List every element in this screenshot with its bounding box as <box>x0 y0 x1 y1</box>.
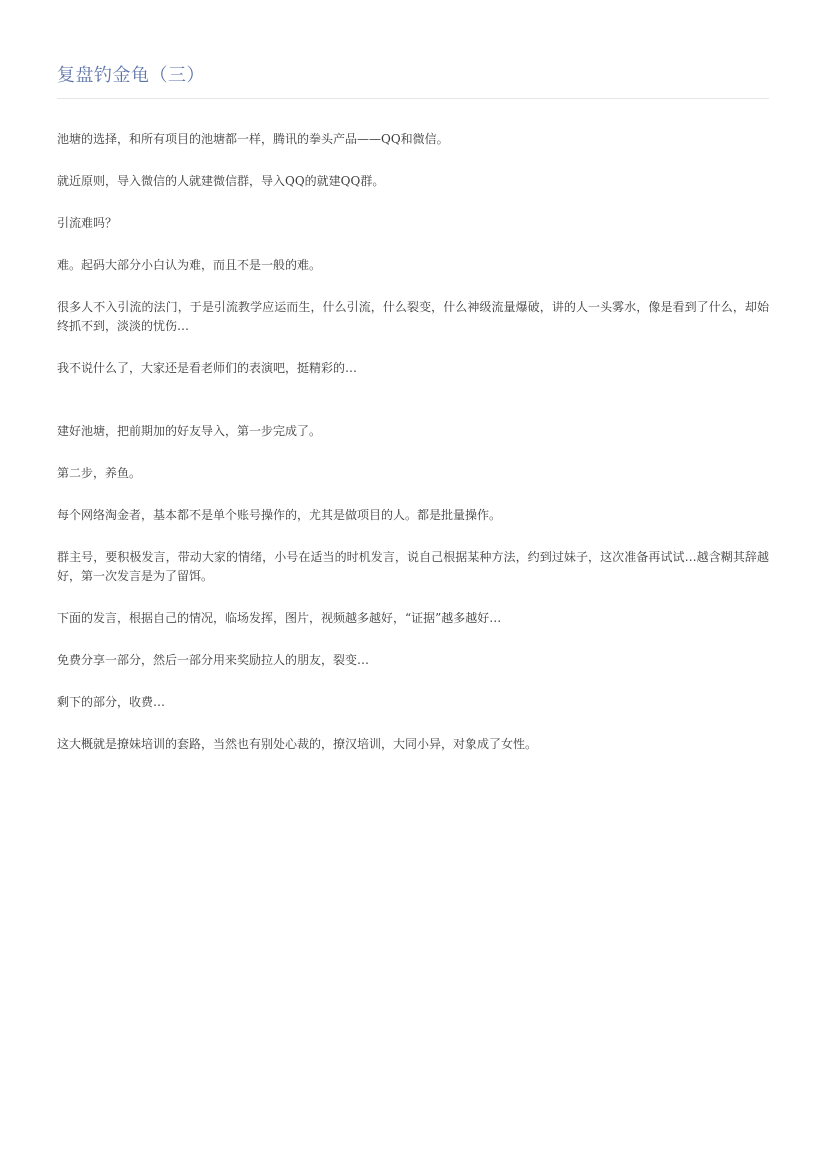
paragraph: 群主号，要积极发言，带动大家的情绪，小号在适当的时机发言，说自己根据某种方法，约到过妹子，这次准备再试试…越含糊其辞越好，第一次发言是为了留饵。 <box>57 550 769 583</box>
document-body <box>57 130 769 754</box>
paragraph: 剩下的部分，收费… <box>57 695 166 709</box>
paragraph: 这大概就是撩妹培训的套路，当然也有别处心裁的，撩汉培训，大同小异，对象成了女性。 <box>57 737 538 751</box>
paragraph: 池塘的选择，和所有项目的池塘都一样，腾讯的拳头产品——QQ和微信。 <box>57 132 449 146</box>
document-title: 复盘钓金龟（三） <box>57 65 205 86</box>
paragraph: 每个网络淘金者，基本都不是单个账号操作的，尤其是做项目的人。都是批量操作。 <box>57 508 502 522</box>
paragraph: 很多人不入引流的法门，于是引流教学应运而生，什么引流，什么裂变，什么神级流量爆破，讲的人一头雾水，像是看到了什么，却始终抓不到，淡淡的忧伤… <box>57 300 769 333</box>
paragraph: 就近原则，导入微信的人就建微信群，导入QQ的就建QQ群。 <box>57 174 385 188</box>
paragraph: 引流难吗？ <box>57 216 118 230</box>
paragraph: 第二步，养鱼。 <box>57 466 142 480</box>
paragraph: 难。起码大部分小白认为难，而且不是一般的难。 <box>57 258 322 272</box>
paragraph-gap <box>57 401 769 422</box>
paragraph: 我不说什么了，大家还是看老师们的表演吧，挺精彩的… <box>57 361 358 375</box>
paragraph: 免费分享一部分，然后一部分用来奖励拉人的朋友，裂变… <box>57 653 370 667</box>
title-divider <box>57 98 769 99</box>
paragraph: 下面的发言，根据自己的情况，临场发挥，图片，视频越多越好，“证据”越多越好… <box>57 611 502 625</box>
document-page <box>57 0 769 777</box>
paragraph: 建好池塘，把前期加的好友导入，第一步完成了。 <box>57 424 322 438</box>
